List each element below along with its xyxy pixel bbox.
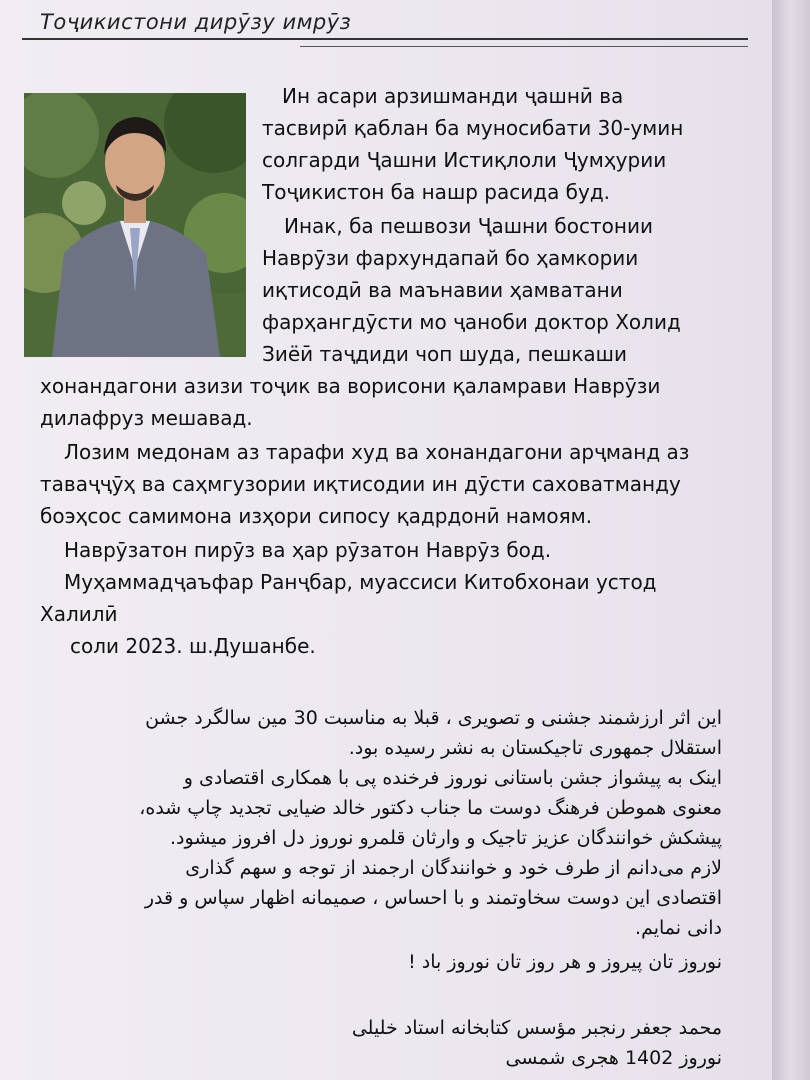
text-line: хонандагони азизи тоҷик ва ворисони қаламрави Наврӯзи [40, 374, 661, 398]
text-line: иқтисодӣ ва маънавии ҳамватани [262, 278, 623, 302]
text-line: نوروز تان پیروز و هر روز تان نوروز باد ! [408, 951, 722, 973]
text-line: پیشکش خوانندگان عزیز تاجیک و وارثان قلمرو نوروز دل افروز میشود. [170, 827, 722, 849]
text-line: дилафруз мешавад. [40, 406, 253, 430]
text-line: این اثر ارزشمند جشنی و تصویری ، قبلا به مناسبت 30 مین سالگرد جشن [145, 707, 722, 729]
tajik-greeting: Наврӯзатон пирӯз ва ҳар рӯзатон Наврӯз бод. [64, 538, 552, 562]
author-photo [24, 93, 246, 357]
header-rule [22, 38, 748, 40]
text-line: نوروز 1402 هجری شمسی [505, 1047, 722, 1069]
text-line: фарҳангдӯсти мо ҷаноби доктор Холид [262, 310, 681, 334]
text-line: Муҳаммадҷаъфар Ранҷбар, муассиси Китобхонаи устод [64, 570, 657, 594]
text-line: Тоҷикистон ба нашр расида буд. [262, 180, 611, 204]
text-line: محمد جعفر رنجبر مؤسس کتابخانه استاد خلیلی [351, 1017, 722, 1039]
next-page-edge [772, 0, 810, 1080]
text-line: استقلال جمهوری تاجیکستان به نشر رسیده بود. [348, 737, 722, 759]
running-header-title: Тоҷикистони дирӯзу имрӯз [40, 10, 352, 34]
text-line: اقتصادی این دوست سخاوتمند و با احساس ، صمیمانه اظهار سپاس و قدر [144, 887, 722, 909]
text-line: Инак, ба пешвози Ҷашни бостонии [284, 214, 653, 238]
text-line: боэҳсос самимона изҳори сипосу қадрдонӣ намоям. [40, 504, 593, 528]
text-line: لازم می‌دانم از طرف خود و خوانندگان ارجمند از توجه و سهم گذاری [185, 857, 722, 879]
text-line: اینک به پیشواز جشن باستانی نوروز فرخنده پی با همکاری اقتصادی و [183, 767, 722, 789]
text-line: دانی نمایم. [635, 917, 722, 939]
text-line: Халилӣ [40, 602, 118, 626]
text-line: Наврӯзи фархундапай бо ҳамкории [262, 246, 639, 270]
text-line: таваҷҷӯҳ ва саҳмгузории иқтисодии ин дӯсти саховатманду [40, 472, 681, 496]
tajik-date: соли 2023. ш.Душанбе. [70, 634, 316, 658]
text-line: Лозим медонам аз тарафи худ ва хонандагони арҷманд аз [64, 440, 690, 464]
text-line: тасвирӣ қаблан ба муносибати 30-умин [262, 116, 684, 140]
text-line: Зиёӣ таҷдиди чоп шуда, пешкаши [262, 342, 627, 366]
text-line: солгарди Ҷашни Истиқлоли Ҷумҳурии [262, 148, 667, 172]
text-line: Ин асари арзишманди ҷашнӣ ва [282, 84, 624, 108]
text-line: معنوی هموطن فرهنگ دوست ما جناب دکتور خالد ضیایی تجدید چاپ شده، [139, 797, 722, 819]
header-rule-secondary [300, 46, 748, 47]
